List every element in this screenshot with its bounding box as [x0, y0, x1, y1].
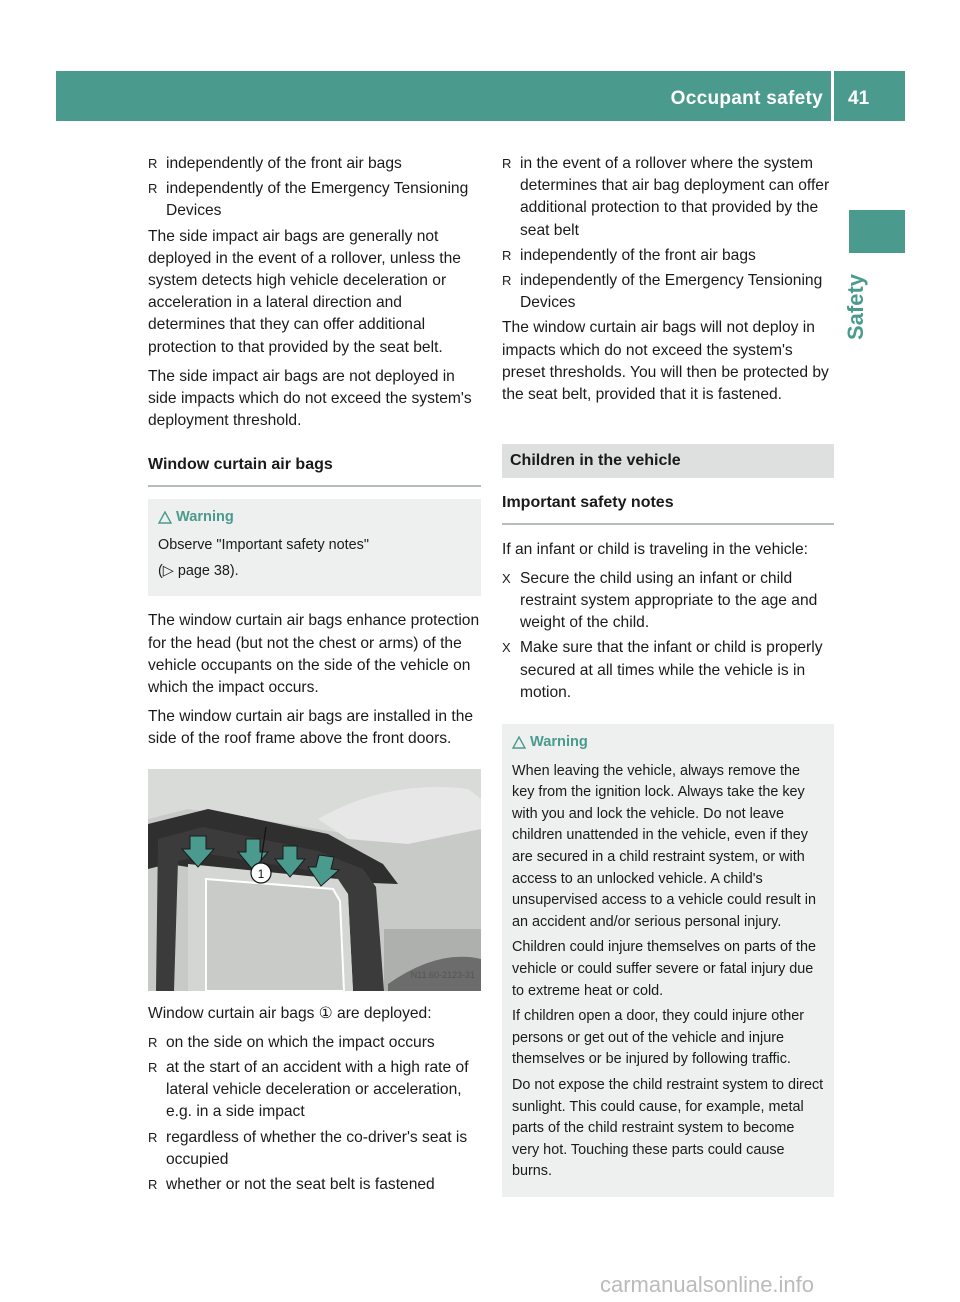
- bullet-marker: R: [502, 273, 512, 289]
- warning-box: [502, 724, 834, 1197]
- warning-title: Warning: [158, 507, 471, 532]
- figure-code: N11.60-2123-31: [410, 970, 475, 981]
- warning-box: [148, 499, 481, 597]
- list-item: R at the start of an accident with a high rate of lateral vehicle deceleration or acceleration, e.g. in a side impact: [148, 1059, 469, 1121]
- warning-text: If children open a door, they could injure other persons or get out of the vehicle and injure themselves or be injured by following traffic.: [512, 1008, 805, 1068]
- side-tab-block: [849, 210, 905, 253]
- airbag-diagram: [148, 769, 481, 991]
- paragraph: The side impact air bags are not deployed in side impacts which do not exceed the system's deployment threshold.: [148, 367, 472, 430]
- paragraph: The window curtain air bags are installed in the side of the roof frame above the front doors.: [148, 708, 474, 748]
- figure-callout-label: 1: [257, 866, 265, 881]
- list-item: R regardless of whether the co-driver's seat is occupied: [148, 1128, 468, 1168]
- bullet-marker: R: [148, 1177, 158, 1193]
- side-tab-label: Safety: [843, 273, 868, 340]
- warning-text: When leaving the vehicle, always remove the key from the ignition lock. Always take the key with you and lock the vehicle. Do not leave children unattended in the vehicle, even if they are secured in a child restraint system, or with access to an unlocked vehicle. A child's unsupervised access to a vehicle could result in an accident and/or serious personal injury.: [512, 762, 816, 930]
- warning-text: Children could injure themselves on parts of the vehicle or could suffer severe or fatal injury due to extreme heat or cold.: [512, 939, 816, 999]
- warning-text: Do not expose the child restraint system to direct sunlight. This could cause, for example, metal parts of the child restraint system to become very hot. Touching these parts could cause burns.: [512, 1076, 824, 1180]
- list-item: R independently of the Emergency Tensioning Devices: [148, 180, 469, 220]
- section-heading: Important safety notes: [502, 492, 834, 524]
- page-number: 41: [848, 88, 870, 109]
- figure-caption: Window curtain air bags ① are deployed:: [148, 1004, 432, 1022]
- bullet-marker: R: [502, 156, 512, 171]
- right-column: [502, 153, 834, 1197]
- step-marker: X: [502, 570, 511, 586]
- list-item: R in the event of a rollover where the system determines that air bag deployment can offer additional protection to that provided by the seat belt: [502, 155, 830, 239]
- paragraph: The window curtain air bags will not deploy in impacts which do not exceed the system's preset thresholds. You will then be protected by the seat belt, provided that it is fastened.: [502, 319, 829, 404]
- list-item: R on the side on which the impact occurs: [148, 1032, 481, 1054]
- bullet-marker: R: [148, 1129, 158, 1145]
- step-marker: X: [502, 640, 511, 656]
- bullet-marker: R: [502, 247, 512, 263]
- list-item: R independently of the Emergency Tensioning Devices: [502, 272, 823, 312]
- paragraph: The window curtain air bags enhance protection for the head (but not the chest or arms) of the vehicle occupants on the side of the vehicle on which the impact occurs.: [148, 612, 480, 697]
- list-item: R independently of the front air bags: [502, 245, 834, 267]
- left-column: [148, 153, 481, 1199]
- paragraph: The side impact air bags are generally not deployed in the event of a rollover, unless the system detects high vehicle deceleration or acceleration in a lateral direction and determines that they can offer additional protection to that provided by the seat belt.: [148, 227, 461, 356]
- curtain-airbag-illustration: [148, 769, 481, 991]
- chapter-heading: Children in the vehicle: [502, 444, 834, 478]
- warning-title: Warning: [512, 732, 824, 757]
- bullet-marker: R: [148, 1034, 158, 1050]
- bullet-marker: R: [148, 1060, 158, 1076]
- list-item: R whether or not the seat belt is fastened: [148, 1174, 481, 1196]
- instruction-step: X Make sure that the infant or child is properly secured at all times while the vehicle is in motion.: [502, 639, 823, 701]
- header-title: Occupant safety: [670, 88, 823, 109]
- warning-text: Observe "Important safety notes": [158, 537, 369, 554]
- warning-triangle-icon: [158, 510, 176, 532]
- bullet-marker: R: [148, 156, 158, 171]
- page-reference: (▷ page 38).: [158, 562, 239, 579]
- header-divider: [831, 71, 834, 121]
- bullet-marker: R: [148, 181, 158, 197]
- list-item: R independently of the front air bags: [148, 153, 481, 175]
- section-heading: Window curtain air bags: [148, 454, 481, 486]
- instruction-step: X Secure the child using an infant or child restraint system appropriate to the age and weight of the child.: [502, 569, 818, 632]
- warning-triangle-icon: [512, 735, 530, 757]
- paragraph: If an infant or child is traveling in the vehicle:: [502, 540, 808, 558]
- footer-watermark: carmanualsonline.info: [600, 1272, 815, 1297]
